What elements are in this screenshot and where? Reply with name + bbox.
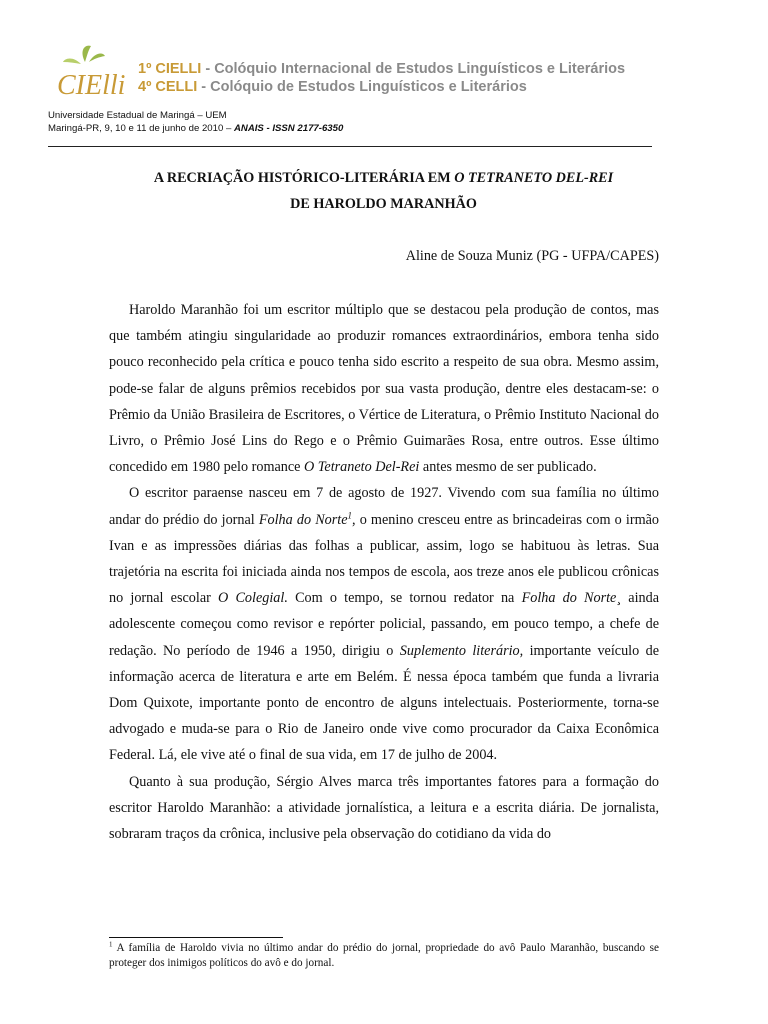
conference-1-prefix: 1º CIELLI: [138, 61, 202, 77]
p2-text-a: O escritor paraense nasceu em 7 de agosto de 1927. Vivendo com sua família no último andar do prédio do jornal: [109, 485, 659, 528]
conference-line-2: [138, 78, 625, 96]
p2-text-c: Com o tempo, se tornou redator na: [287, 590, 522, 607]
footnote-ref[interactable]: 1: [347, 509, 353, 520]
event-location: [48, 122, 343, 135]
article-body: [109, 297, 659, 847]
issn-label: ANAIS - ISSN 2177-6350: [233, 123, 344, 134]
location-text: Maringá-PR, 9, 10 e 11 de junho de 2010 –: [48, 123, 234, 134]
svg-text:CIElli: CIElli: [57, 70, 126, 101]
title-work-name: O TETRANETO DEL-REI: [454, 170, 614, 186]
p2-text-e: importante veículo de informação acerca de literatura e arte em Belém. É nessa época também que funda a livraria Dom Quixote, importante ponto de encontro de alguns intelectuais. Posteriormente, torna-se advogado e muda-se para o Rio de Janeiro onde vive como procurador da Caixa Econômica Federal. Lá, ele vive até o final de sua vida, em 17 de julho de 2004.: [109, 642, 659, 764]
conference-header: [138, 60, 625, 96]
university-name: Universidade Estadual de Maringá – UEM: [48, 110, 227, 121]
paragraph-1: [109, 297, 659, 480]
conference-2-prefix: 4º CELLI: [138, 79, 198, 95]
university-info: [48, 109, 343, 135]
conference-line-1: [138, 60, 625, 78]
article-title-line-2: DE HAROLDO MARANHÃO: [290, 196, 477, 212]
conference-2-name: - Colóquio de Estudos Linguísticos e Literários: [197, 79, 527, 95]
footnote: [109, 941, 659, 971]
p1-text-a: Haroldo Maranhão foi um escritor múltiplo que se destacou pela produção de contos, mas que também atingiu singularidade ao produzir romances extraordinários, embora tenha sido pouco reconhecido pela crítica e pouco tenha sido escrito a respeito de sua obra. Mesmo assim, pode-se falar de alguns prêmios recebidos por sua vasta produção, dentre eles destacam-se: o Prêmio da União Brasileira de Escritores, o Vértice de Literatura, o Prêmio Instituto Nacional do Livro, o Prêmio José Lins do Rego e o Prêmio Guimarães Rosa, entre outros. Esse último concedido em 1980 pelo romance: [109, 302, 659, 476]
p2-text-b: , o menino cresceu entre as brincadeiras com o irmão Ivan e as impressões diárias das folhas a publicar, assim, logo se habituou às letras. Sua trajetória na escrita foi iniciada ainda nos tempos de escola, aos treze anos ele publicou crônicas no jornal escolar: [109, 511, 659, 607]
header-divider: [48, 146, 652, 147]
p2-newspaper-name-2: Folha do Norte¸: [521, 590, 622, 607]
conference-1-name: - Colóquio Internacional de Estudos Linguísticos e Literários: [201, 61, 626, 77]
p1-text-b: antes mesmo de ser publicado.: [419, 459, 597, 476]
footnote-marker: 1: [109, 940, 113, 949]
p2-newspaper-name: Folha do Norte: [258, 511, 348, 528]
p2-text-d: ainda adolescente começou como revisor e repórter policial, passando, em pouco tempo, a chefe de redação. No período de 1946 a 1950, dirigiu o: [109, 590, 659, 659]
title-text: A RECRIAÇÃO HISTÓRICO-LITERÁRIA EM: [153, 170, 455, 186]
author-affiliation: Aline de Souza Muniz (PG - UFPA/CAPES): [405, 248, 659, 264]
paragraph-2: [109, 480, 659, 768]
paragraph-3: Quanto à sua produção, Sérgio Alves marca três importantes fatores para a formação do escritor Haroldo Maranhão: a atividade jornalística, a leitura e a escrita diária. De jornalista, sobraram traços da crônica, inclusive pela observação do cotidiano da vida do: [109, 773, 659, 843]
footnote-divider: [109, 937, 283, 938]
p2-school-paper: O Colegial.: [218, 590, 288, 607]
article-title-line-1: [48, 170, 719, 187]
cielli-logo: [55, 42, 127, 104]
footnote-text: A família de Haroldo vivia no último andar do prédio do jornal, propriedade do avô Paulo Maranhão, buscando se proteger dos inimigos políticos do avô e do jornal.: [109, 942, 659, 969]
p1-work-name: O Tetraneto Del-Rei: [304, 459, 420, 476]
p2-supplement-name: Suplemento literário,: [399, 642, 524, 659]
